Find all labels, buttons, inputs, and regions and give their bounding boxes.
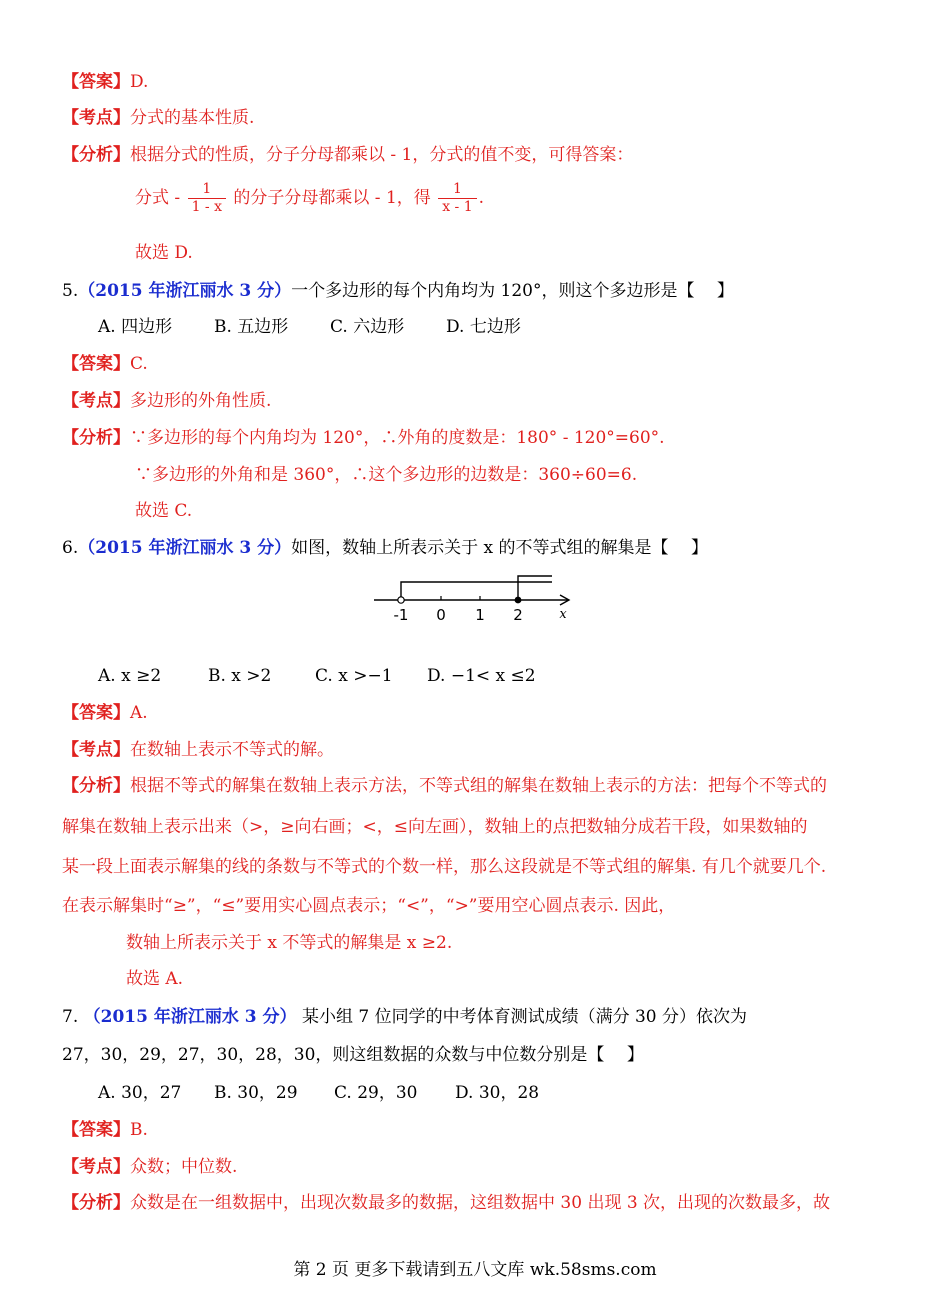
point-tag: 【考点】 [62, 108, 130, 128]
fraction-1-numerator: 1 [188, 181, 226, 199]
axis-label-minus-1: -1 [393, 606, 409, 624]
question-number: 5. [62, 281, 79, 301]
number-line-figure [370, 572, 580, 632]
solution-bracket-1 [401, 582, 552, 600]
option-b: B. 五边形 [214, 317, 289, 337]
question-source: （2015 年浙江丽水 3 分） [78, 281, 292, 301]
question-stem: 一个多边形的每个内角均为 120°，则这个多边形是【 】 [291, 281, 734, 301]
q5-analysis-row [62, 426, 665, 450]
q6-answer-row [62, 701, 148, 725]
fraction-2 [438, 181, 476, 216]
open-point-minus-1 [398, 597, 404, 603]
point-tag: 【考点】 [62, 391, 130, 411]
answer-tag: 【答案】 [62, 72, 130, 92]
question-stem-1: 某小组 7 位同学的中考体育测试成绩（满分 30 分）依次为 [301, 1007, 748, 1027]
q6-choice: 故选 A. [126, 969, 184, 989]
point-text: 多边形的外角性质. [130, 391, 272, 411]
q4-point-row [62, 106, 254, 130]
question-source: （2015 年浙江丽水 3 分） [83, 1007, 297, 1027]
q6-analysis-text-5: 数轴上所表示关于 x 不等式的解集是 x ≥2. [126, 933, 453, 953]
fraction-end: . [478, 188, 485, 208]
q6-options [98, 664, 536, 688]
q5-answer-row [62, 352, 148, 376]
analysis-text: 根据分式的性质，分子分母都乘以 ‑ 1，分式的值不变，可得答案： [130, 145, 634, 165]
question-stem: 如图，数轴上所表示关于 x 的不等式组的解集是【 】 [291, 538, 708, 558]
axis-label-x: x [559, 607, 567, 622]
point-text: 分式的基本性质. [130, 108, 255, 128]
analysis-text-1: 众数是在一组数据中，出现次数最多的数据，这组数据中 30 出现 3 次，出现的次数最多，故 [130, 1193, 831, 1213]
question-number: 6. [62, 538, 79, 558]
q7-stem-row-1 [62, 1005, 887, 1029]
q7-point-row [62, 1155, 237, 1179]
analysis-tag: 【分析】 [62, 1193, 130, 1213]
point-tag: 【考点】 [62, 740, 130, 760]
point-text: 众数；中位数. [130, 1157, 238, 1177]
q7-answer-row [62, 1118, 148, 1142]
q6-stem-row [62, 536, 708, 560]
analysis-tag: 【分析】 [62, 776, 130, 796]
point-tag: 【考点】 [62, 1157, 130, 1177]
q6-analysis-text-4: 在表示解集时“≥”，“≤”要用实心圆点表示；“<”，“>”要用空心圆点表示. 因此， [62, 896, 676, 916]
option-a: A. 四边形 [98, 317, 173, 337]
option-c: C. x >−1 [315, 666, 393, 686]
q7-analysis-row [62, 1191, 830, 1215]
option-a: A. 30，27 [98, 1083, 182, 1103]
q5-stem-row [62, 279, 734, 303]
point-text: 在数轴上表示不等式的解。 [130, 740, 334, 760]
fraction-1 [188, 181, 226, 216]
answer-text: D. [130, 72, 149, 92]
answer-tag: 【答案】 [62, 1120, 130, 1140]
option-c: C. 六边形 [330, 317, 405, 337]
analysis-tag: 【分析】 [62, 145, 130, 165]
axis-label-2: 2 [513, 606, 523, 624]
answer-text: A. [130, 703, 148, 723]
option-c: C. 29，30 [334, 1083, 418, 1103]
option-d: D. 七边形 [446, 317, 521, 337]
answer-text: C. [130, 354, 148, 374]
fraction-2-denominator: x ‑ 1 [442, 199, 473, 215]
analysis-tag: 【分析】 [62, 428, 130, 448]
q5-choice: 故选 C. [135, 501, 193, 521]
q6-analysis-row-1 [62, 774, 887, 798]
q4-analysis-row [62, 143, 633, 167]
option-d: D. 30，28 [455, 1083, 540, 1103]
answer-text: B. [130, 1120, 148, 1140]
q4-fraction-row [135, 180, 484, 216]
q6-point-row [62, 738, 334, 762]
question-source: （2015 年浙江丽水 3 分） [78, 538, 292, 558]
q7-options [98, 1081, 539, 1105]
fraction-middle: 的分子分母都乘以 ‑ 1，得 [233, 188, 431, 208]
page-footer: 第 2 页 更多下载请到五八文库 wk.58sms.com [293, 1260, 657, 1280]
q4-answer-row [62, 70, 148, 94]
q6-analysis-text-2: 解集在数轴上表示出来（>，≥向右画；<，≤向左画），数轴上的点把数轴分成若干段，如果数轴的 [62, 817, 808, 837]
option-d: D. −1< x ≤2 [427, 666, 536, 686]
q7-stem-text-2: 27，30，29，27，30，28，30，则这组数据的众数与中位数分别是【 】 [62, 1045, 644, 1065]
q5-point-row [62, 389, 271, 413]
answer-tag: 【答案】 [62, 354, 130, 374]
fraction-prefix: 分式 ‑ [135, 188, 181, 208]
question-number: 7. [62, 1007, 79, 1027]
q5-options [98, 315, 521, 339]
q6-analysis-text-3: 某一段上面表示解集的线的条数与不等式的个数一样，那么这段就是不等式组的解集. 有几个就要几个. [62, 857, 827, 877]
q4-choice: 故选 D. [135, 243, 193, 263]
answer-tag: 【答案】 [62, 703, 130, 723]
solution-bracket-2 [518, 576, 552, 600]
analysis-text-1: 根据不等式的解集在数轴上表示方法，不等式组的解集在数轴上表示的方法：把每个不等式的 [130, 776, 827, 796]
option-b: B. 30，29 [214, 1083, 298, 1103]
option-a: A. x ≥2 [98, 666, 162, 686]
axis-label-0: 0 [436, 606, 446, 624]
fraction-2-numerator: 1 [438, 181, 476, 199]
q5-analysis-text-2: ∵多边形的外角和是 360°，∴这个多边形的边数是：360÷60=6. [135, 465, 638, 485]
fraction-1-denominator: 1 ‑ x [191, 199, 222, 215]
solid-point-2 [515, 597, 522, 604]
analysis-text-1: ∵多边形的每个内角均为 120°，∴外角的度数是：180° ‑ 120°=60°. [130, 428, 665, 448]
option-b: B. x >2 [208, 666, 272, 686]
axis-label-1: 1 [475, 606, 485, 624]
